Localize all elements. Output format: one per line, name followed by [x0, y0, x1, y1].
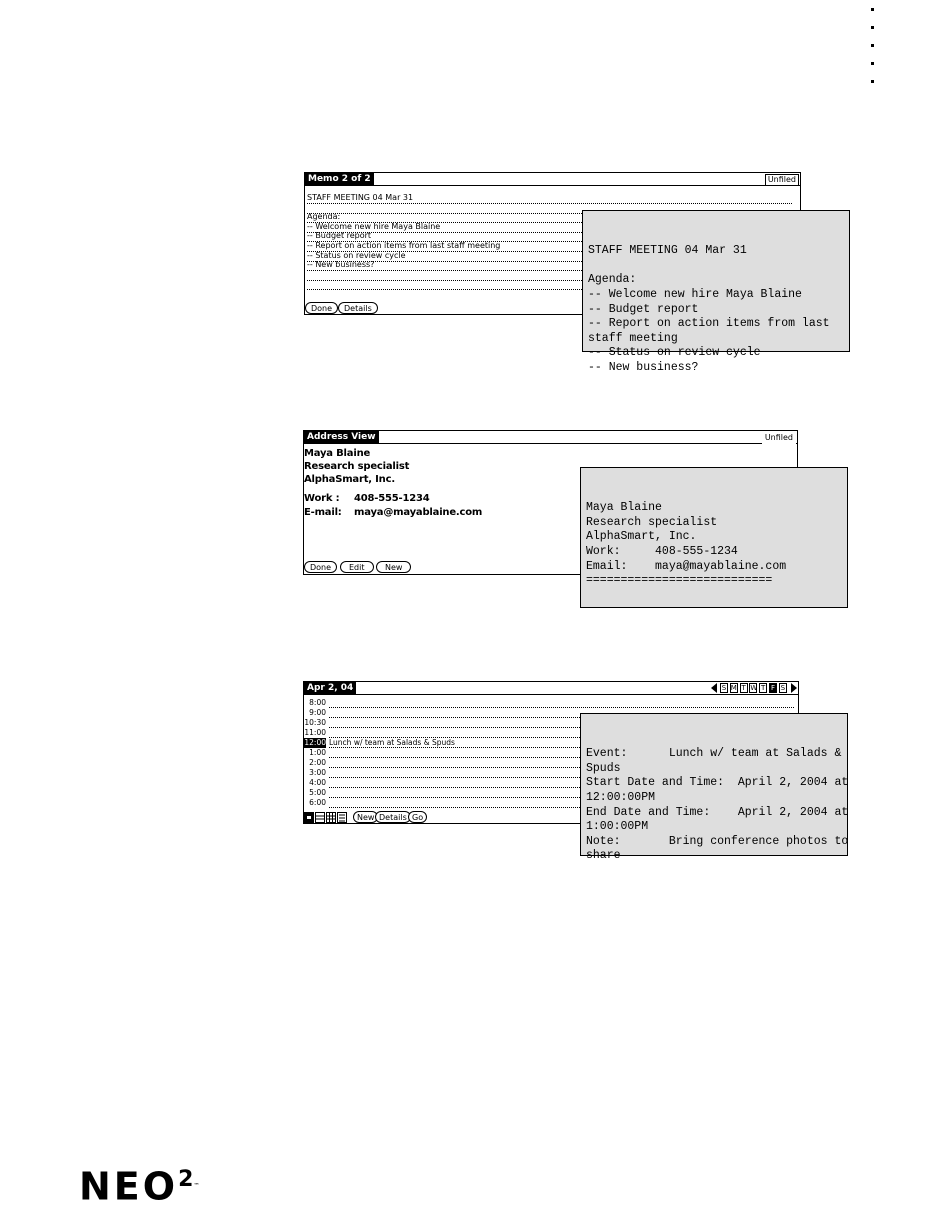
time-slot-label: 11:00: [304, 728, 326, 737]
details-button[interactable]: Details: [375, 811, 411, 823]
margin-dots: [871, 8, 877, 98]
edit-button[interactable]: Edit: [340, 561, 374, 573]
export-text-line: ===========================: [586, 574, 773, 588]
email-label: E-mail:: [304, 507, 342, 518]
day-view-icon[interactable]: [304, 812, 314, 823]
memo-line[interactable]: -- Report on action items from last staff meeting: [307, 241, 792, 252]
work-phone: 408-555-1234: [354, 493, 430, 504]
export-text-line: -- Status on review cycle: [588, 346, 761, 360]
logo-trademark: ™: [193, 1182, 200, 1190]
day-of-week-button[interactable]: F: [770, 684, 776, 692]
export-text-line: Work: 408-555-1234: [586, 544, 738, 558]
contact-title: Research specialist: [304, 461, 410, 472]
time-slot-label: 3:00: [309, 768, 326, 777]
export-text-line: Email: maya@mayablaine.com: [586, 559, 787, 573]
export-text-line: -- Budget report: [588, 302, 699, 316]
memo-line[interactable]: -- Status on review cycle: [307, 251, 792, 262]
export-text-line: -- Report on action items from last: [588, 317, 830, 331]
day-of-week-button[interactable]: W: [750, 684, 758, 692]
memo-line[interactable]: -- New business?: [307, 260, 792, 271]
new-button[interactable]: New: [376, 561, 411, 573]
memo-line[interactable]: Agenda:: [307, 212, 792, 223]
export-text-line: End Date and Time: April 2, 2004 at: [586, 805, 849, 819]
email-value: maya@mayablaine.com: [354, 507, 483, 518]
next-week-icon[interactable]: [791, 683, 798, 693]
prev-week-icon[interactable]: [711, 683, 718, 693]
work-label: Work :: [304, 493, 340, 504]
time-slot-label: 6:00: [309, 798, 326, 807]
memo-export-text: [582, 210, 850, 374]
export-text-line: Start Date and Time: April 2, 2004 at: [586, 776, 849, 790]
time-slot-label: 8:00: [309, 698, 326, 707]
logo-superscript: 2: [178, 1167, 194, 1192]
address-titlebar: [304, 431, 797, 444]
export-text-line: STAFF MEETING 04 Mar 31: [588, 244, 747, 258]
export-text-line: share: [586, 849, 621, 863]
time-slot-label: 9:00: [309, 708, 326, 717]
time-slot-label: 12:00: [304, 738, 326, 747]
export-text-line: Maya Blaine: [586, 501, 662, 515]
month-view-icon[interactable]: [326, 812, 336, 823]
calendar-titlebar: [304, 682, 798, 695]
address-category[interactable]: Unfiled: [762, 432, 796, 444]
memo-line[interactable]: -- Budget report: [307, 231, 792, 242]
day-of-week-button[interactable]: S: [780, 684, 786, 692]
time-slot-label: 10:30: [304, 718, 326, 727]
neo2-logo: [79, 1160, 199, 1207]
time-slot-label: 5:00: [309, 788, 326, 797]
calendar-export-text: [580, 713, 849, 863]
export-text-line: Spuds: [586, 761, 621, 775]
contact-company: AlphaSmart, Inc.: [304, 474, 395, 485]
week-view-icon[interactable]: [315, 812, 325, 823]
day-of-week-button[interactable]: T: [741, 684, 746, 692]
day-of-week-button[interactable]: S: [721, 684, 727, 692]
event-description[interactable]: Lunch w/ team at Salads & Spuds: [329, 738, 794, 748]
export-text-line: Agenda:: [588, 273, 637, 287]
address-title: Address View: [304, 431, 379, 443]
go-button[interactable]: Go: [408, 811, 427, 823]
export-text-line: Research specialist: [586, 515, 718, 529]
export-text-line: Event: Lunch w/ team at Salads &: [586, 747, 842, 761]
agenda-view-icon[interactable]: [337, 812, 347, 823]
export-text-line: 1:00:00PM: [586, 820, 649, 834]
event-description[interactable]: [329, 698, 794, 708]
export-text-line: 12:00:00PM: [586, 790, 656, 804]
memo-titlebar: [305, 173, 800, 186]
memo-title: Memo 2 of 2: [305, 173, 374, 185]
export-text-line: -- New business?: [588, 360, 699, 374]
export-text-line: Note: Bring conference photos to: [586, 834, 849, 848]
export-text-line: [588, 259, 844, 274]
export-text-line: staff meeting: [588, 331, 678, 345]
export-text-line: -- Welcome new hire Maya Blaine: [588, 287, 802, 301]
export-text-line: AlphaSmart, Inc.: [586, 530, 697, 544]
done-button[interactable]: Done: [305, 302, 338, 314]
time-slot-label: 1:00: [309, 748, 326, 757]
day-of-week-button[interactable]: T: [761, 684, 766, 692]
day-of-week-button[interactable]: M: [730, 684, 737, 692]
time-slot-row[interactable]: [304, 698, 798, 708]
memo-category[interactable]: Unfiled: [765, 174, 799, 186]
done-button[interactable]: Done: [304, 561, 337, 573]
time-slot-label: 4:00: [309, 778, 326, 787]
memo-line[interactable]: -- Welcome new hire Maya Blaine: [307, 222, 792, 233]
memo-line[interactable]: STAFF MEETING 04 Mar 31: [307, 193, 792, 204]
logo-text: NEO: [79, 1164, 179, 1209]
calendar-date-title[interactable]: Apr 2, 04: [304, 682, 356, 694]
contact-name: Maya Blaine: [304, 448, 371, 459]
address-export-text: [580, 467, 848, 608]
new-event-button[interactable]: New: [353, 811, 378, 823]
time-slot-label: 2:00: [309, 758, 326, 767]
details-button[interactable]: Details: [338, 302, 378, 314]
